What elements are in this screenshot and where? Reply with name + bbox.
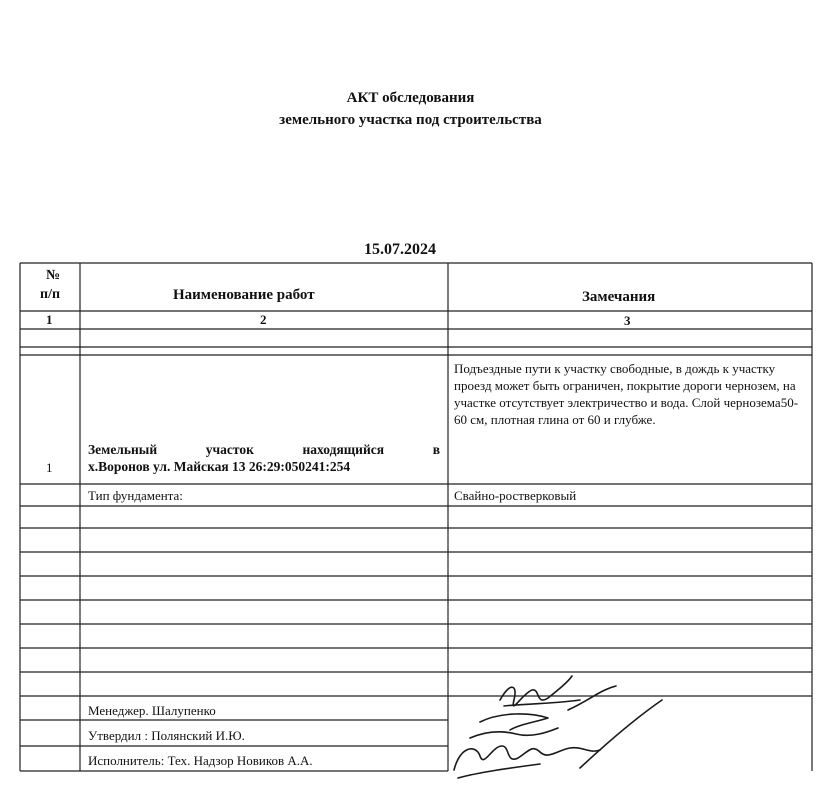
header-num-label: п/п bbox=[40, 287, 61, 302]
row-1-word-1: Земельный bbox=[88, 442, 158, 457]
row-1-word-4: в bbox=[432, 442, 440, 457]
row-1-work-name bbox=[88, 441, 440, 475]
title-line-2: земельного участка под строительства bbox=[279, 112, 542, 128]
row-1-word-3: находящийся bbox=[302, 442, 385, 457]
column-index-2: 2 bbox=[260, 312, 267, 327]
row-1-remarks: Подъездные пути к участку свободные, в дождь к участку проезд может быть ограничен, покрытие дороги чернозем, на участке отсутствует электричество и вода. Слой чернозема50-60 см, плотная глина от 60 и глубже. bbox=[454, 361, 799, 427]
row-1-number: 1 bbox=[46, 460, 53, 475]
handwritten-signature-icon bbox=[440, 660, 680, 786]
manager-line: Менеджер. Шалупенко bbox=[88, 703, 216, 718]
header-remarks: Замечания bbox=[582, 289, 656, 305]
column-index-1: 1 bbox=[46, 312, 53, 327]
header-work-name: Наименование работ bbox=[173, 287, 315, 303]
row-2-remarks: Свайно-ростверковый bbox=[454, 488, 577, 503]
title-line-1: АКТ обследования bbox=[346, 90, 475, 106]
approved-line: Утвердил : Полянский И.Ю. bbox=[88, 728, 245, 743]
header-num-symbol: № bbox=[46, 268, 61, 283]
row-2-work-name: Тип фундамента: bbox=[88, 488, 183, 503]
row-1-address: х.Воронов ул. Майская 13 26:29:050241:254 bbox=[88, 459, 351, 474]
row-1-word-2: участок bbox=[205, 442, 254, 457]
executor-line: Исполнитель: Тех. Надзор Новиков А.А. bbox=[88, 753, 313, 768]
column-index-3: 3 bbox=[624, 313, 631, 328]
document-date: 15.07.2024 bbox=[364, 241, 436, 258]
